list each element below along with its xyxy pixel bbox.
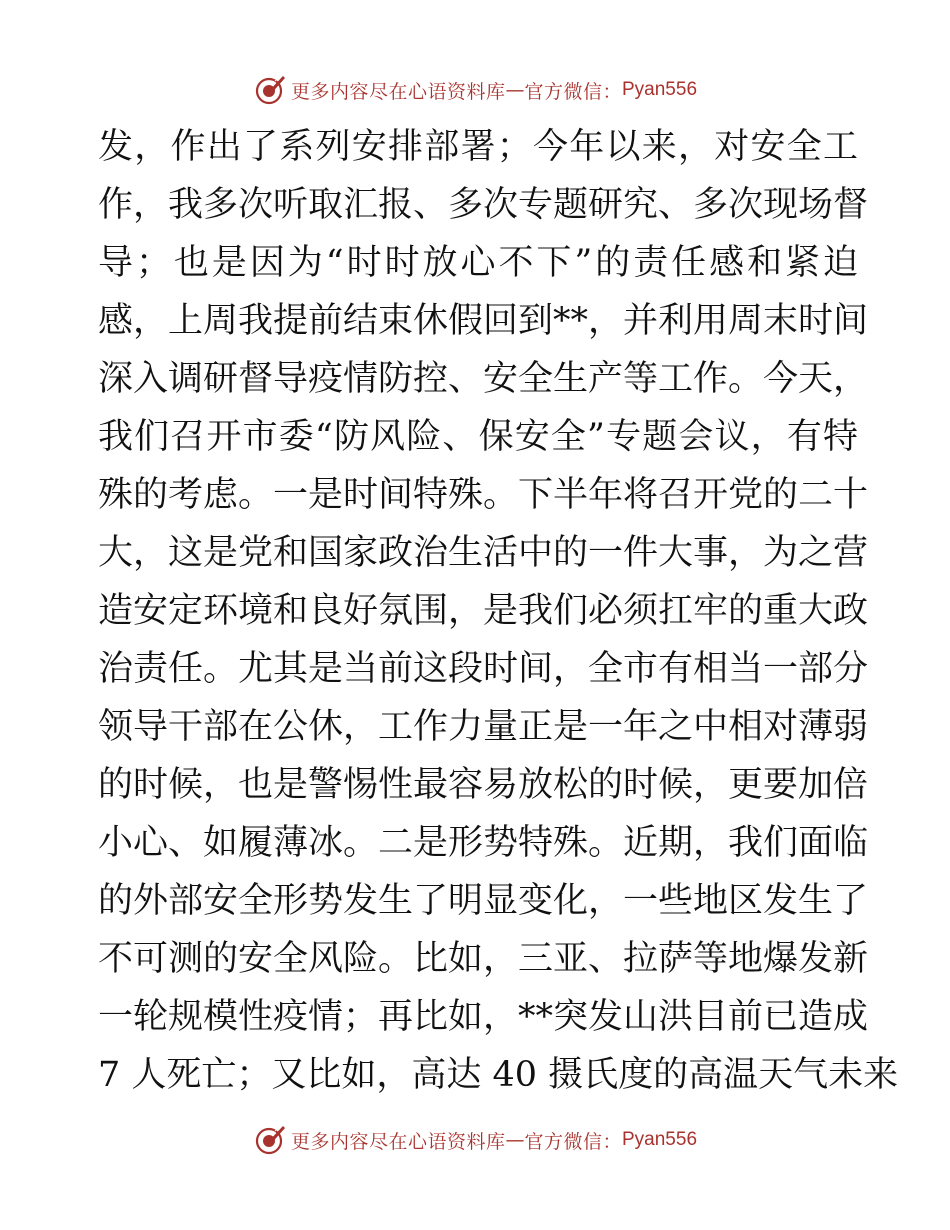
text-line: 我们召开市委“防风险、保安全”专题会议，有特 xyxy=(98,417,858,457)
quill-seal-icon xyxy=(253,73,287,107)
text-line: 深入调研督导疫情防控、安全生产等工作。今天， xyxy=(98,359,869,399)
document-body xyxy=(98,118,899,1104)
text-line: 导；也是因为“时时放心不下”的责任感和紧迫 xyxy=(98,243,858,283)
watermark-site-text: 更多内容尽在心语资料库 xyxy=(290,80,506,103)
text-line: 的外部安全形势发生了明显变化，一些地区发生了 xyxy=(98,881,869,921)
text-line: 发，作出了系列安排部署；今年以来，对安全工 xyxy=(98,127,858,167)
quill-seal-icon xyxy=(253,1123,287,1157)
text-line: 一轮规模性疫情；再比如，**突发山洪目前已造成 xyxy=(98,997,869,1037)
text-line: 作，我多次听取汇报、多次专题研究、多次现场督 xyxy=(98,185,869,225)
watermark-separator: — xyxy=(505,1129,525,1151)
text-line: 殊的考虑。一是时间特殊。下半年将召开党的二十 xyxy=(98,475,869,515)
watermark-wechat-id: Pyan556 xyxy=(622,1129,698,1150)
header-watermark xyxy=(0,72,950,108)
watermark-wechat-id: Pyan556 xyxy=(622,79,698,100)
watermark-site-text: 更多内容尽在心语资料库 xyxy=(290,1130,506,1153)
text-line: 感，上周我提前结束休假回到**，并利用周末时间 xyxy=(98,301,869,341)
watermark-separator: — xyxy=(505,79,525,101)
text-line: 小心、如履薄冰。二是形势特殊。近期，我们面临 xyxy=(98,823,869,863)
watermark-wechat-label: 官方微信： xyxy=(524,80,622,103)
footer-watermark xyxy=(0,1122,950,1158)
text-line: 大，这是党和国家政治生活中的一件大事，为之营 xyxy=(98,533,869,573)
text-line: 治责任。尤其是当前这段时间，全市有相当一部分 xyxy=(98,649,869,689)
text-line: 不可测的安全风险。比如，三亚、拉萨等地爆发新 xyxy=(98,939,869,979)
text-line: 7 人死亡；又比如，高达 40 摄氏度的高温天气未来 xyxy=(98,1055,899,1095)
watermark-wechat-label: 官方微信： xyxy=(524,1130,622,1153)
text-line: 造安定环境和良好氛围，是我们必须扛牢的重大政 xyxy=(98,591,869,631)
text-line: 的时候，也是警惕性最容易放松的时候，更要加倍 xyxy=(98,765,869,805)
text-line: 领导干部在公休，工作力量正是一年之中相对薄弱 xyxy=(98,707,869,747)
